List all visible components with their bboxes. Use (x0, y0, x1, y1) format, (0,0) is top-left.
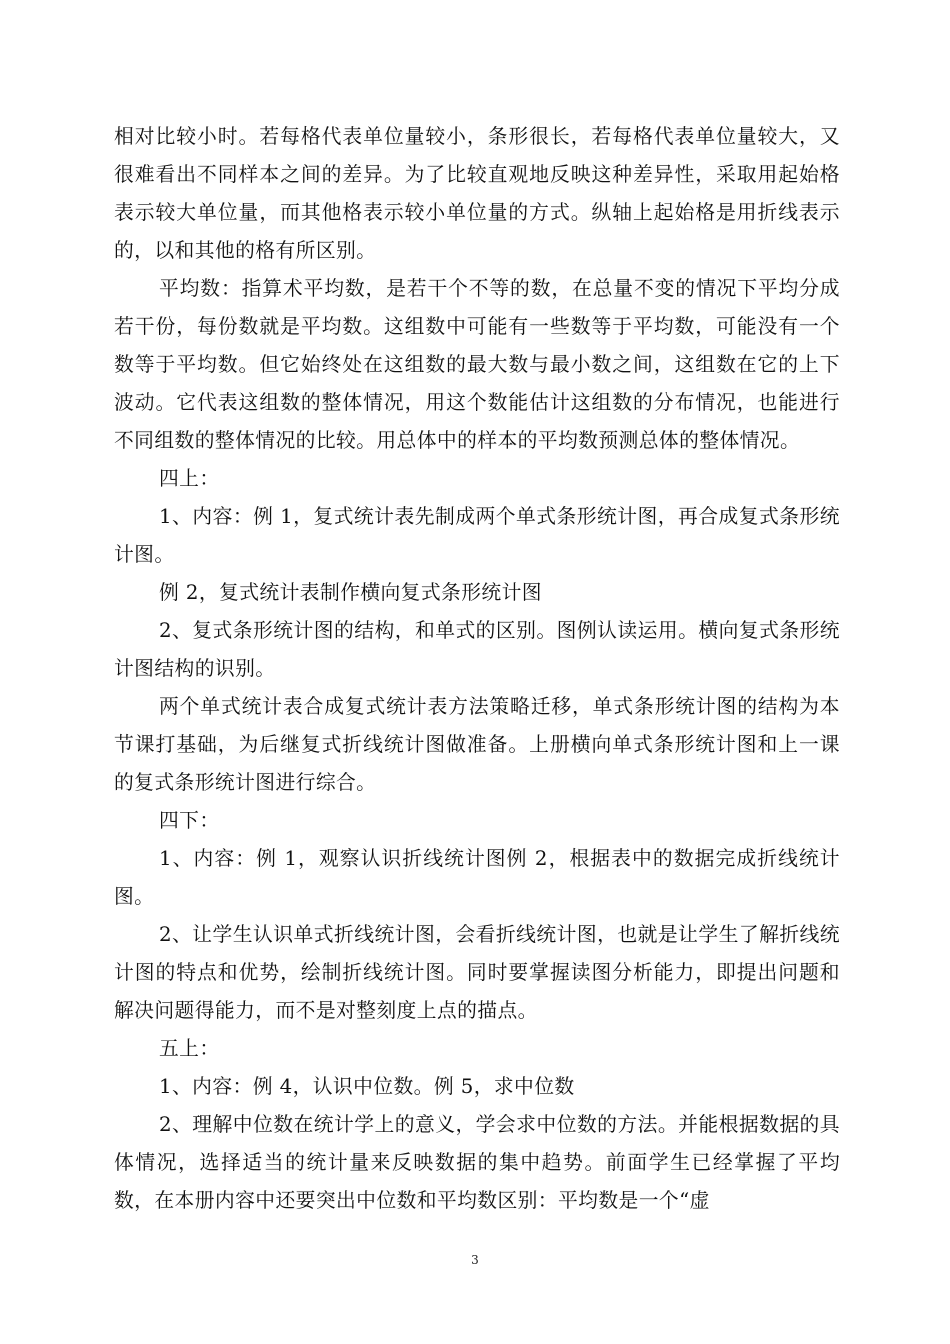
paragraph-7: 两个单式统计表合成复式统计表方法策略迁移，单式条形统计图的结构为本节课打基础，为后继复式折线统计图做准备。上册横向单式条形统计图和上一课的复式条形统计图进行综合。 (114, 695, 840, 794)
paragraph-12: 1、内容：例 4，认识中位数。例 5，求中位数 (159, 1075, 575, 1098)
paragraph-9: 1、内容：例 1，观察认识折线统计图例 2，根据表中的数据完成折线统计图。 (114, 847, 840, 908)
section-heading-grade4-first: 四上： (159, 467, 220, 490)
section-heading-grade4-second: 四下： (159, 809, 220, 832)
paragraph-6: 2、复式条形统计图的结构，和单式的区别。图例认读运用。横向复式条形统计图结构的识别。 (114, 619, 840, 680)
section-heading-grade5-first: 五上： (159, 1037, 220, 1060)
paragraph-2: 平均数：指算术平均数，是若干个不等的数，在总量不变的情况下平均分成若干份，每份数就是平均数。这组数中可能有一些数等于平均数，可能没有一个数等于平均数。但它始终处在这组数的最大数与最小数之间，这组数在它的上下波动。它代表这组数的整体情况，用这个数能估计这组数的分布情况，也能进行不同组数的整体情况的比较。用总体中的样本的平均数预测总体的整体情况。 (114, 277, 840, 452)
paragraph-5: 例 2，复式统计表制作横向复式条形统计图 (159, 581, 542, 604)
paragraph-4: 1、内容：例 1，复式统计表先制成两个单式条形统计图，再合成复式条形统计图。 (114, 505, 840, 566)
document-body (114, 118, 840, 1220)
paragraph-13: 2、理解中位数在统计学上的意义，学会求中位数的方法。并能根据数据的具体情况，选择适当的统计量来反映数据的集中趋势。前面学生已经掌握了平均数，在本册内容中还要突出中位数和平均数区别：平均数是一个“虚 (114, 1113, 840, 1212)
paragraph-10: 2、让学生认识单式折线统计图，会看折线统计图，也就是让学生了解折线统计图的特点和优势，绘制折线统计图。同时要掌握读图分析能力，即提出问题和解决问题得能力，而不是对整刻度上点的描点。 (114, 923, 840, 1022)
page-number: 3 (471, 1253, 479, 1267)
paragraph-1: 相对比较小时。若每格代表单位量较小，条形很长，若每格代表单位量较大，又很难看出不同样本之间的差异。为了比较直观地反映这种差异性，采取用起始格表示较大单位量，而其他格表示较小单位量的方式。纵轴上起始格是用折线表示的，以和其他的格有所区别。 (114, 125, 840, 262)
